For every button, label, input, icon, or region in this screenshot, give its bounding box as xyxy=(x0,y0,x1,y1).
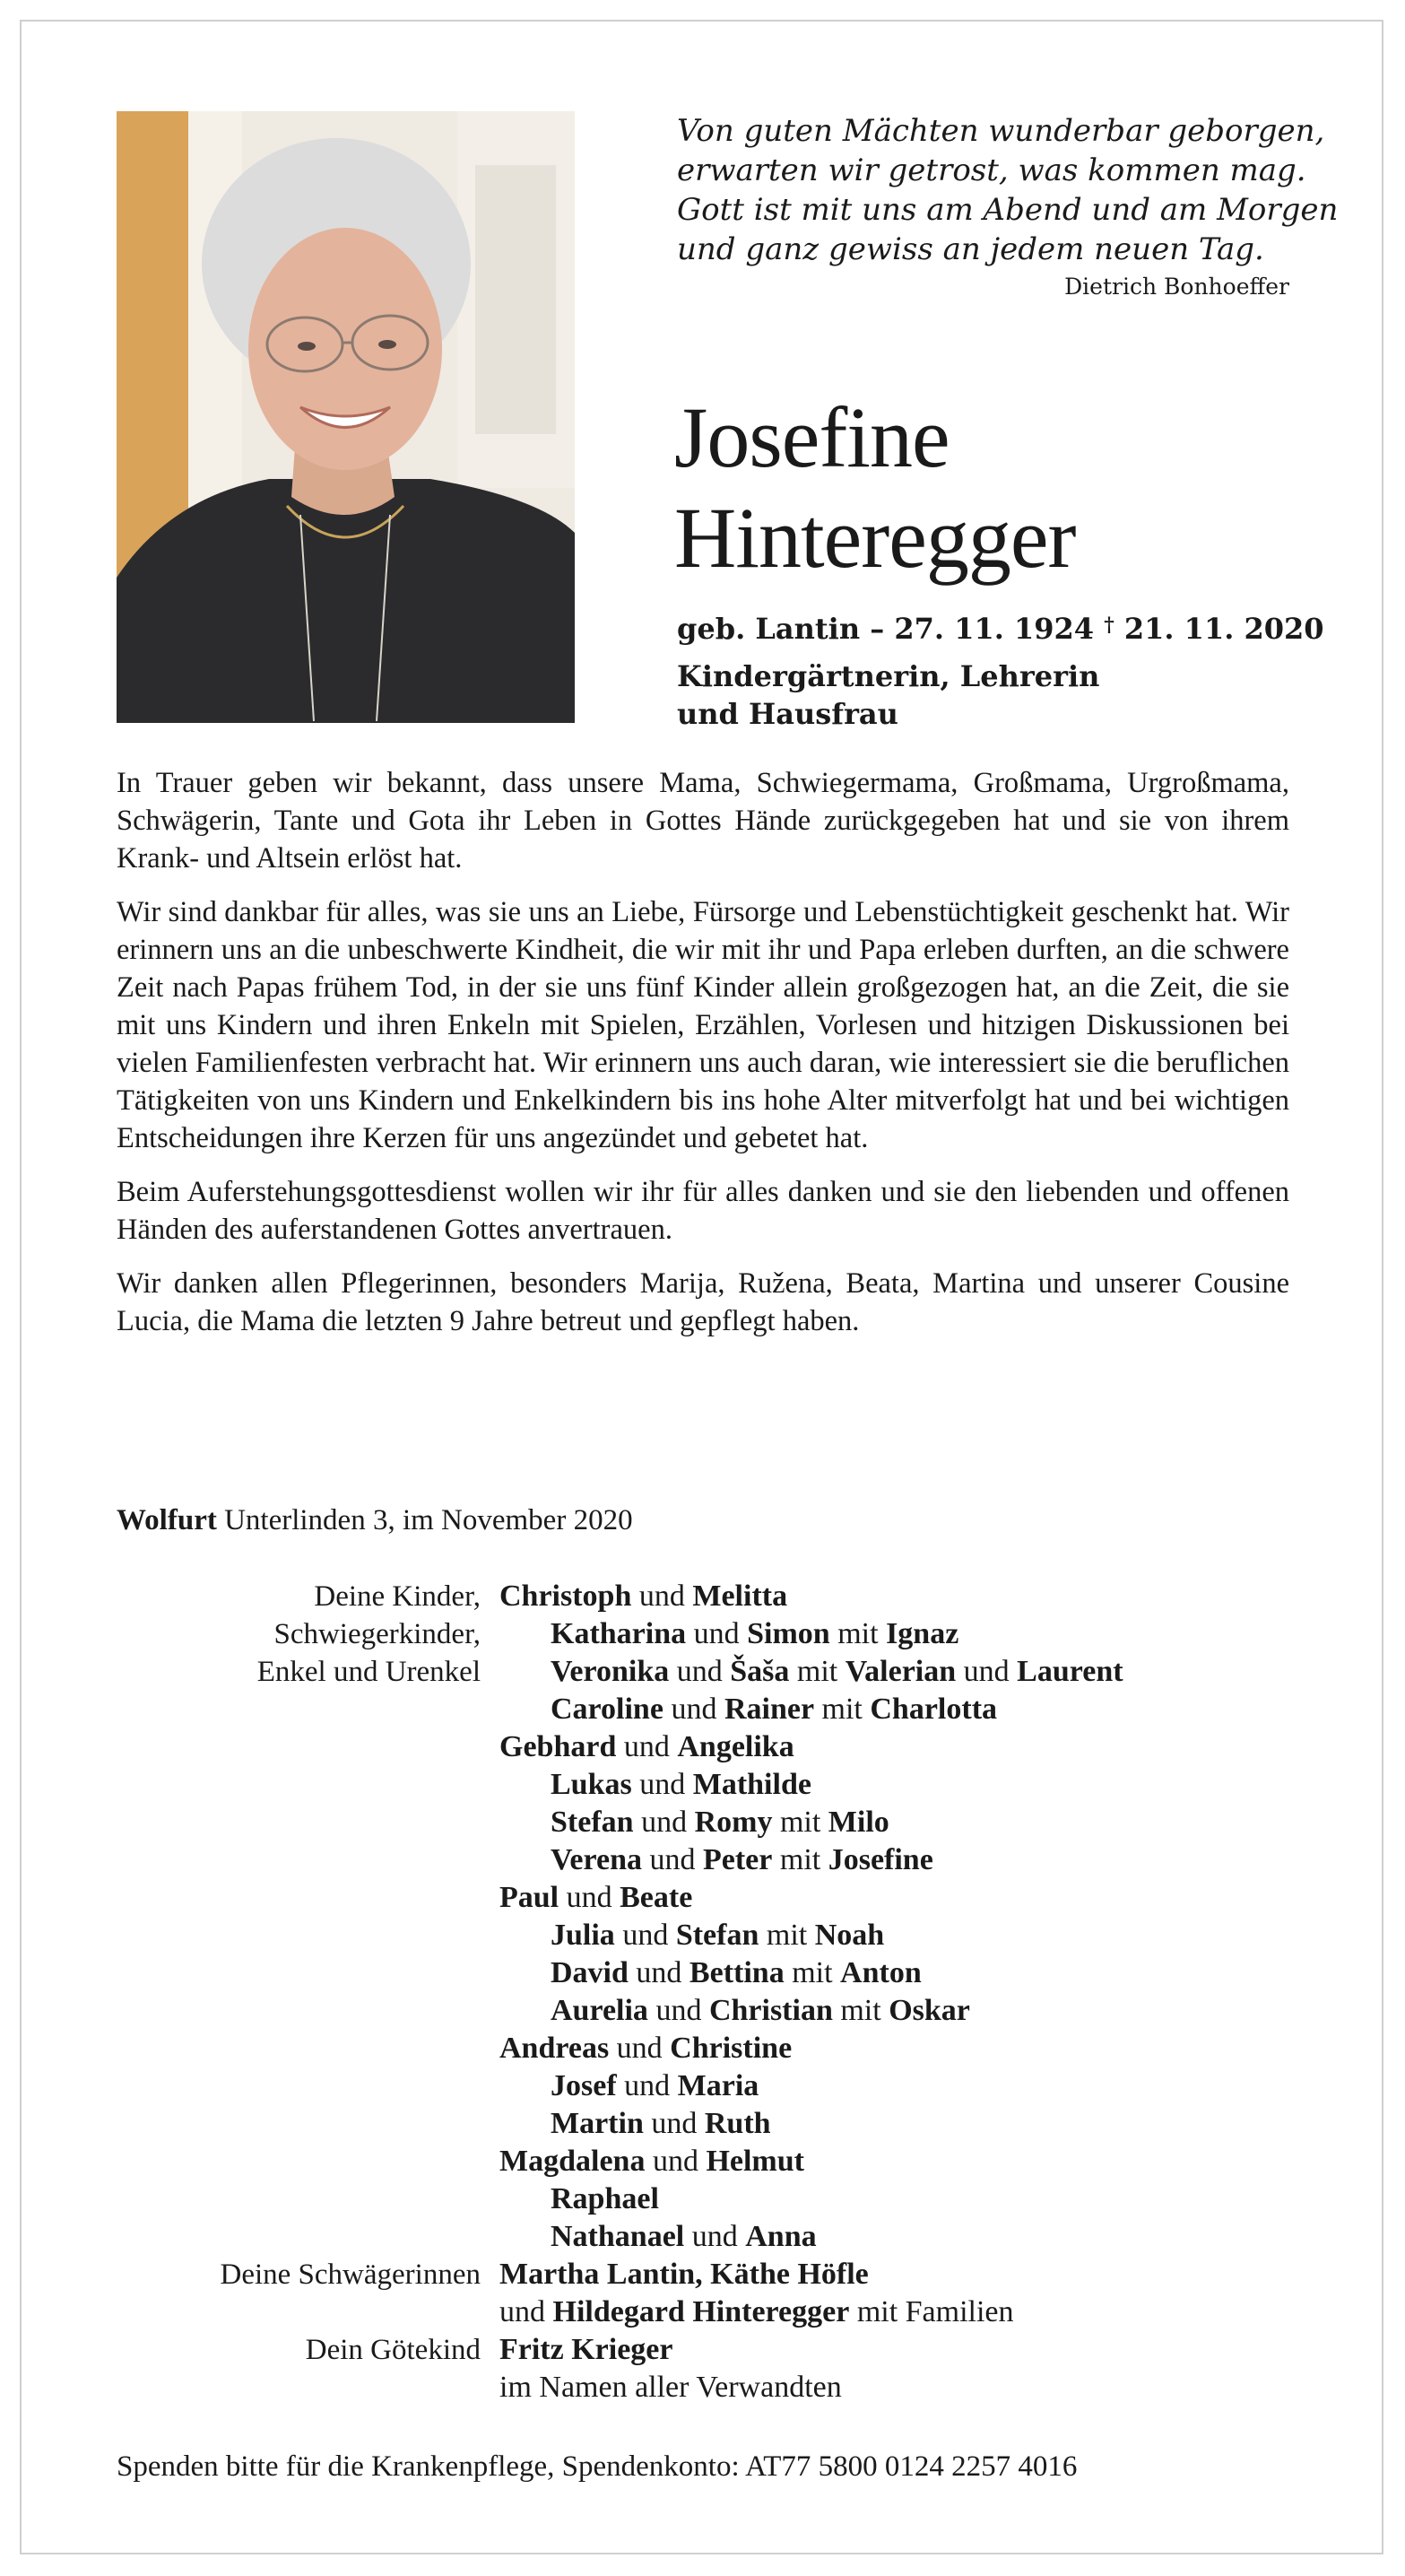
last-name: Hinteregger xyxy=(674,490,1076,586)
family-row: und Hildegard Hinteregger mit Familien xyxy=(499,2295,1014,2328)
family-row: Enkel und Urenkel Veronika und Šaša mit Valerian und Laurent xyxy=(0,1653,1405,1691)
family-row: Lukas und Mathilde xyxy=(551,1768,811,1801)
family-row: Paul und Beate xyxy=(499,1881,693,1914)
family-row: Josef und Maria xyxy=(551,2069,759,2102)
family-row: David und Bettina mit Anton xyxy=(551,1956,922,1989)
portrait-illustration xyxy=(117,111,575,723)
family-row: Verena und Peter mit Josefine xyxy=(551,1843,933,1876)
occupation-line: und Hausfrau xyxy=(677,697,898,731)
first-name: Josefine xyxy=(674,389,950,485)
paragraph: Wir danken allen Pflegerinnen, besonders Marija, Ružena, Beata, Martina und unserer Cousine Lucia, die Mama die letzten 9 Jahre betreut und gepflegt haben. xyxy=(117,1267,1289,1337)
family-row: Aurelia und Christian mit Oskar xyxy=(551,1994,970,2027)
death-date: 21. 11. 2020 xyxy=(1123,612,1324,646)
quote-line: Gott ist mit uns am Abend und am Morgen xyxy=(677,192,1339,228)
family-row: Gebhard und Angelika xyxy=(499,1730,794,1763)
quote-author: Dietrich Bonhoeffer xyxy=(1064,274,1289,300)
quote-line: und ganz gewiss an jedem neuen Tag. xyxy=(677,231,1264,267)
family-row xyxy=(0,2369,1405,2406)
birth-info: geb. Lantin – 27. 11. 1924 xyxy=(677,612,1095,646)
paragraph: Beim Auferstehungsgottesdienst wollen wir ihr für alles danken und sie den liebenden und offenen Händen des auferstandenen Gottes anvertrauen. xyxy=(117,1176,1289,1246)
obituary-text xyxy=(117,764,1289,1356)
family-label: Enkel und Urenkel xyxy=(256,1656,481,1688)
quote-line: erwarten wir getrost, was kommen mag. xyxy=(677,152,1306,188)
closing-line: im Namen aller Verwandten xyxy=(499,2371,842,2404)
family-label: Deine Schwägerinnen xyxy=(220,2258,481,2291)
family-row: Julia und Stefan mit Noah xyxy=(551,1919,885,1952)
family-row: Dein Götekind Fritz Krieger xyxy=(0,2331,1405,2369)
paragraph: Wir sind dankbar für alles, was sie uns an Liebe, Fürsorge und Lebenstüchtigkeit geschenkt hat. Wir erinnern uns an die unbeschwerte Kindheit, die wir mit ihr und Papa erleben durften, an die schwere Zeit nach Papas frühem Tod, in der sie uns fünf Kinder allein großgezogen hat, an die Zeit, die sie mit uns Kindern und ihren Enkeln mit Spielen, Erzählen, Vorlesen und hitzigen Diskussionen bei vielen Familienfesten verbracht hat. Wir erinnern uns auch daran, wie interessiert sie die beruflichen Tätigkeiten von uns Kindern und Enkelkindern bis ins hohe Alter mitverfolgt hat und bei wichtigen Entscheidungen ihre Kerzen für uns angezündet und gebetet hat. xyxy=(117,896,1289,1154)
family-row: Deine Schwägerinnen Martha Lantin, Käthe Höfle xyxy=(0,2256,1405,2293)
family-row: Martin und Ruth xyxy=(551,2107,771,2140)
donation-note: Spenden bitte für die Krankenpflege, Spendenkonto: AT77 5800 0124 2257 4016 xyxy=(117,2450,1078,2483)
family-list xyxy=(0,1578,1405,2406)
place-date-line xyxy=(117,1501,633,1539)
life-dates xyxy=(677,611,1324,647)
occupation-line: Kindergärtnerin, Lehrerin xyxy=(677,659,1100,693)
family-row: Schwiegerkinder, Katharina und Simon mit Ignaz xyxy=(0,1615,1405,1653)
quote-line: Von guten Mächten wunderbar geborgen, xyxy=(677,113,1325,149)
paragraph: In Trauer geben wir bekannt, dass unsere Mama, Schwiegermama, Großmama, Urgroßmama, Schwägerin, Tante und Gota ihr Leben in Gottes Hände zurückgegeben hat und sie von ihrem Krank- und Altsein erlöst hat. xyxy=(117,767,1289,875)
family-row: Andreas und Christine xyxy=(499,2032,793,2065)
family-row: Raphael xyxy=(551,2182,659,2215)
family-row: Stefan und Romy mit Milo xyxy=(551,1806,889,1839)
cross-icon: † xyxy=(1104,614,1114,637)
bonhoeffer-quote xyxy=(677,111,1339,269)
occupation xyxy=(677,657,1099,733)
portrait-photo xyxy=(117,111,575,723)
family-row: Caroline und Rainer mit Charlotta xyxy=(551,1693,998,1726)
family-label: Dein Götekind xyxy=(305,2334,481,2366)
family-row: Nathanael und Anna xyxy=(551,2220,817,2253)
family-label: Deine Kinder, xyxy=(314,1580,481,1613)
town: Wolfurt xyxy=(117,1504,217,1536)
deceased-name xyxy=(674,387,1075,588)
family-row: Magdalena und Helmut xyxy=(499,2145,804,2178)
address-date: Unterlinden 3, im November 2020 xyxy=(216,1504,633,1536)
family-row: Deine Kinder, Christoph und Melitta xyxy=(0,1578,1405,1615)
family-label: Schwiegerkinder, xyxy=(273,1618,481,1650)
